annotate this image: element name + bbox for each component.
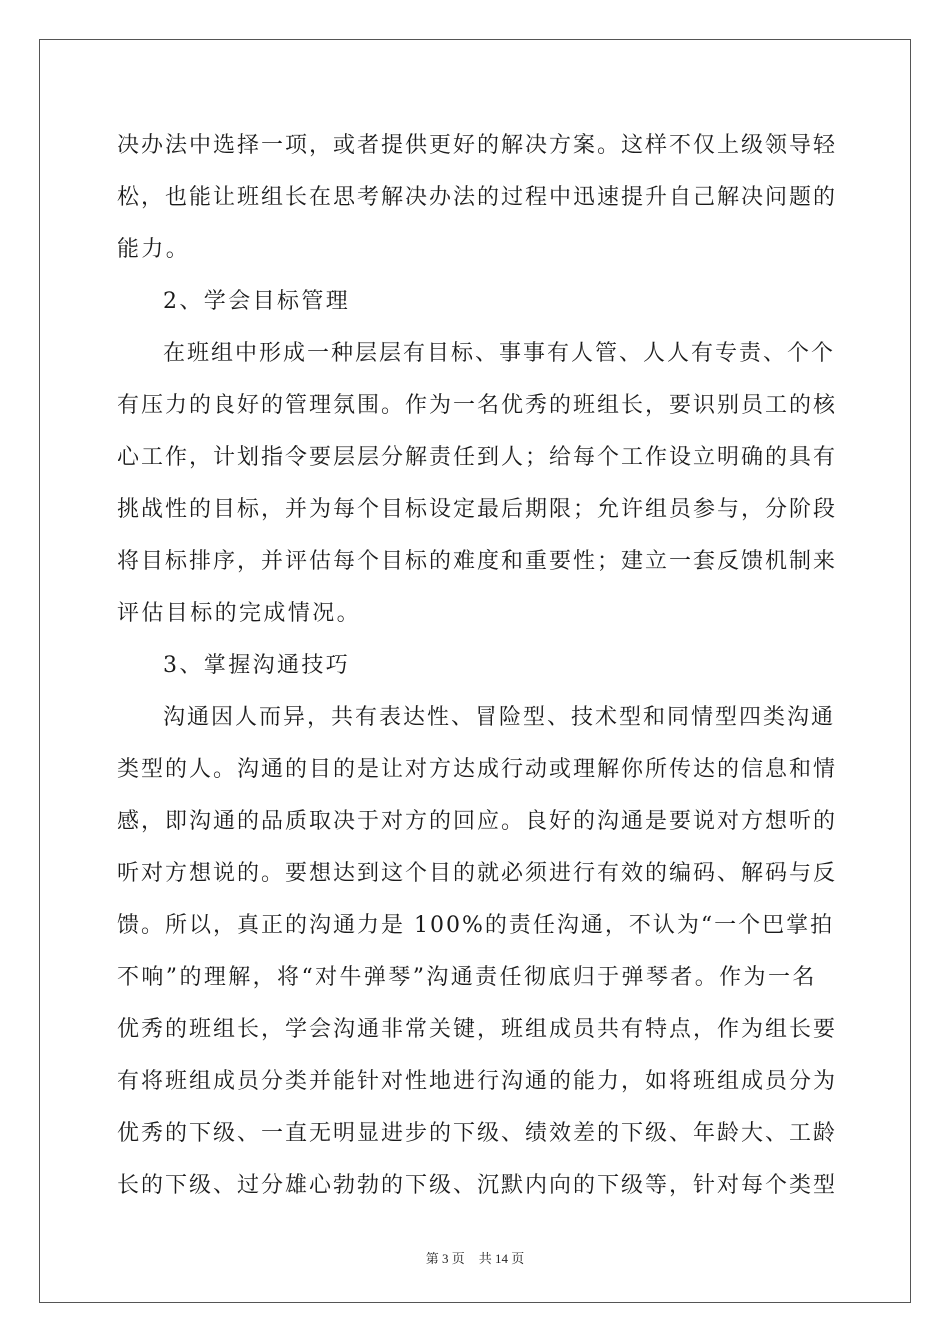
body-line: 评估目标的完成情况。 (117, 601, 362, 626)
body-line: 类型的人。沟通的目的是让对方达成行动或理解你所传达的信息和情 (117, 757, 838, 782)
body-line: 优秀的班组长，学会沟通非常关键，班组成员共有特点，作为组长要 (117, 1017, 838, 1042)
body-line: 有压力的良好的管理氛围。作为一名优秀的班组长，要识别员工的核 (117, 393, 838, 418)
body-line: 决办法中选择一项，或者提供更好的解决方案。这样不仅上级领导轻 (117, 133, 838, 158)
body-line: 松，也能让班组长在思考解决办法的过程中迅速提升自己解决问题的 (117, 185, 838, 210)
section-heading: 2、学会目标管理 (163, 289, 351, 314)
body-line: 有将班组成员分类并能针对性地进行沟通的能力，如将班组成员分为 (117, 1069, 838, 1094)
body-line: 在班组中形成一种层层有目标、事事有人管、人人有专责、个个 (163, 341, 836, 366)
section-heading: 3、掌握沟通技巧 (163, 653, 351, 678)
page-footer (0, 1248, 950, 1267)
total-pages: 共 14 页 (478, 1251, 525, 1266)
body-line: 感，即沟通的品质取决于对方的回应。良好的沟通是要说对方想听的 (117, 809, 838, 834)
body-line: 听对方想说的。要想达到这个目的就必须进行有效的编码、解码与反 (117, 861, 838, 886)
body-line: 挑战性的目标，并为每个目标设定最后期限；允许组员参与，分阶段 (117, 497, 838, 522)
body-line: 馈。所以，真正的沟通力是 100%的责任沟通，不认为“一个巴掌拍 (117, 913, 835, 938)
page-number: 第 3 页 (425, 1251, 465, 1266)
body-line: 不响”的理解，将“对牛弹琴”沟通责任彻底归于弹琴者。作为一名 (117, 965, 817, 990)
body-line: 长的下级、过分雄心勃勃的下级、沉默内向的下级等，针对每个类型 (117, 1173, 838, 1198)
body-line: 优秀的下级、一直无明显进步的下级、绩效差的下级、年龄大、工龄 (117, 1121, 838, 1146)
body-line: 将目标排序，并评估每个目标的难度和重要性；建立一套反馈机制来 (117, 549, 838, 574)
document-body (117, 120, 837, 1212)
body-line: 能力。 (117, 237, 191, 262)
body-line: 沟通因人而异，共有表达性、冒险型、技术型和同情型四类沟通 (163, 705, 836, 730)
body-line: 心工作，计划指令要层层分解责任到人；给每个工作设立明确的具有 (117, 445, 838, 470)
